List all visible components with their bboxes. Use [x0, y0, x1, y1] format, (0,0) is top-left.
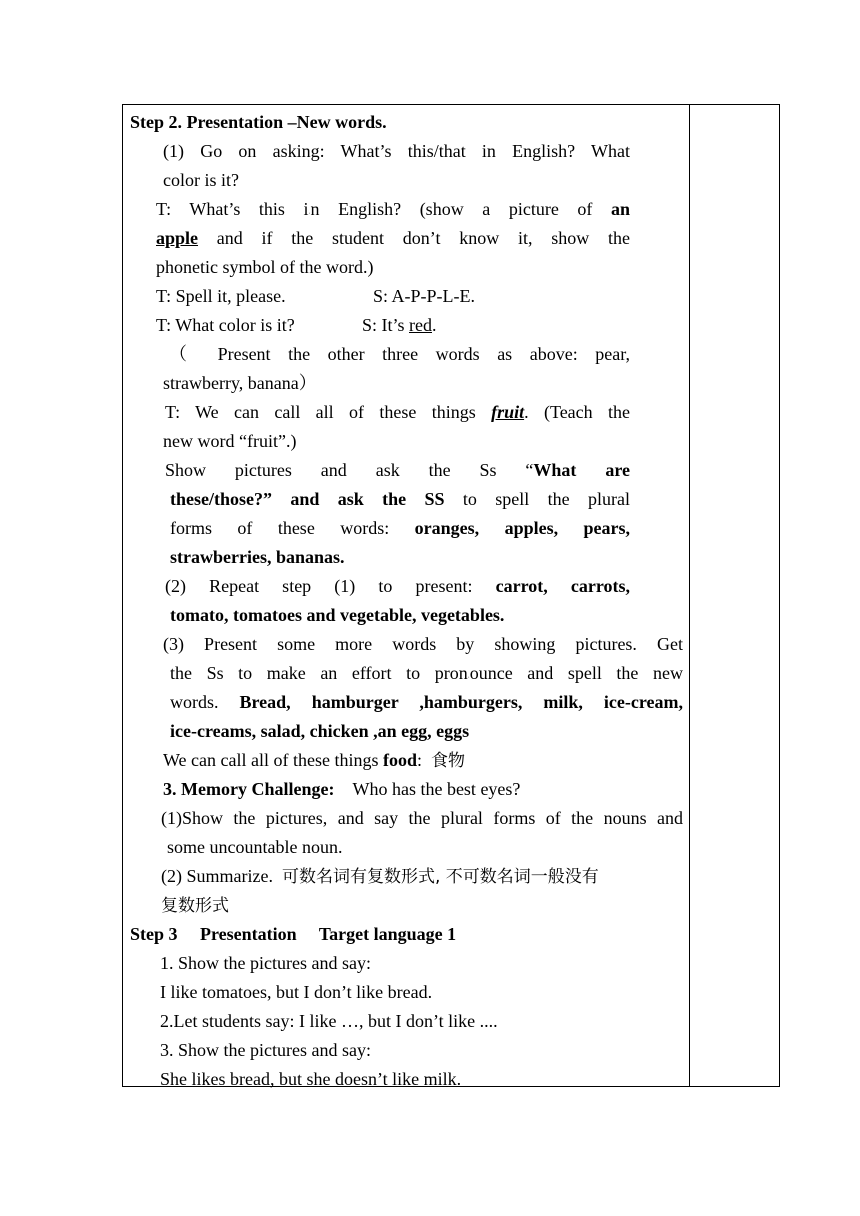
- text-line: S: A-P-P-L-E.: [373, 286, 476, 306]
- text-line: Show pictures and ask the Ss “What are: [165, 460, 630, 480]
- lesson-content-cell: [123, 105, 689, 1089]
- text-line: new word “fruit”.): [163, 431, 297, 451]
- lesson-table: [122, 104, 780, 1087]
- text-line: (1)Show the pictures, and say the plural forms of the nouns and: [161, 808, 683, 828]
- text-line: words. Bread, hamburger ,hamburgers, milk, ice-cream,: [170, 692, 683, 712]
- text-line: the Ss to make an effort to pron·ounce and spell the new: [170, 663, 683, 683]
- text-line: strawberry, banana）: [163, 373, 317, 393]
- text-line: （ Present the other three words as above: pear,: [169, 344, 630, 364]
- text-line: forms of these words: oranges, apples, pears,: [170, 518, 630, 538]
- text-line: 2.Let students say: I like …, but I don’t like ....: [160, 1011, 498, 1031]
- text-line: phonetic symbol of the word.): [156, 257, 374, 277]
- text-line: (2) Summarize. 可数名词有复数形式, 不可数名词一般没有: [161, 866, 599, 887]
- text-line: She likes bread, but she doesn’t like milk.: [160, 1069, 462, 1089]
- notes-cell: [690, 105, 779, 1086]
- text-line: (2) Repeat step (1) to present: carrot, carrots,: [165, 576, 631, 596]
- text-line: We can call all of these things food: 食物: [163, 750, 466, 771]
- text-line: color is it?: [163, 170, 239, 190]
- text-line: some uncountable noun.: [167, 837, 343, 857]
- text-line: these/those?” and ask the SS to spell the plural: [170, 489, 630, 509]
- text-line: S: It’s red.: [362, 315, 437, 335]
- text-line: T: Spell it, please.: [156, 286, 286, 306]
- text-line: 复数形式: [161, 896, 229, 916]
- text-line: ice-creams, salad, chicken ,an egg, eggs: [170, 721, 470, 741]
- text-line: 3. Show the pictures and say:: [160, 1040, 371, 1060]
- text-line: (1) Go on asking: What’s this/that in English? What: [163, 141, 630, 161]
- step2-heading: Step 2. Presentation –New words.: [130, 112, 387, 132]
- text-line: 1. Show the pictures and say:: [160, 953, 371, 973]
- text-line: strawberries, bananas.: [170, 547, 345, 567]
- text-line: T: What color is it?: [156, 315, 295, 335]
- memory-challenge-heading: 3. Memory Challenge: Who has the best eyes?: [163, 779, 521, 799]
- text-line: (3) Present some more words by showing pictures. Get: [163, 634, 683, 654]
- step3-heading: Step 3 Presentation Target language 1: [130, 924, 457, 944]
- text-line: I like tomatoes, but I don’t like bread.: [160, 982, 433, 1002]
- text-line: apple and if the student don’t know it, show the: [156, 228, 631, 248]
- text-line: T: We can call all of these things fruit. (Teach the: [165, 402, 631, 422]
- text-line: T: What’s this i·n English? (show a picture of an: [156, 199, 631, 219]
- text-line: tomato, tomatoes and vegetable, vegetables.: [170, 605, 505, 625]
